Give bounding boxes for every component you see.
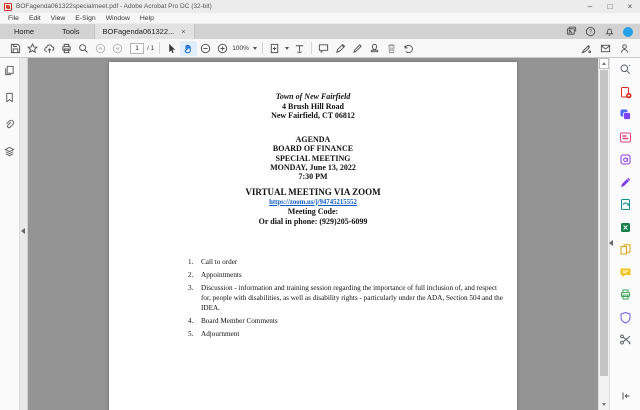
create-pdf-icon[interactable] (619, 86, 632, 99)
undo-icon[interactable] (400, 41, 417, 56)
list-item-number: 5. (188, 330, 194, 339)
document-canvas (28, 58, 598, 410)
toolbar-divider (311, 42, 312, 54)
page-number-input[interactable]: 1 (130, 43, 144, 54)
tab-close-icon[interactable]: × (181, 27, 186, 36)
minimize-button[interactable]: – (587, 2, 593, 11)
search-icon[interactable] (75, 41, 92, 56)
previous-page-icon[interactable] (92, 41, 109, 56)
toolbar-right-group (578, 41, 633, 56)
protect-shield-icon[interactable] (619, 311, 632, 324)
list-item (188, 271, 508, 281)
board-label: BOARD OF FINANCE (272, 144, 354, 154)
user-avatar[interactable] (623, 27, 633, 37)
fill-sign-icon[interactable] (349, 41, 366, 56)
collapse-right-pane-icon[interactable] (609, 240, 613, 246)
document-header (109, 92, 517, 121)
vertical-scrollbar[interactable] (598, 58, 609, 410)
page-total-label: / 1 (147, 44, 155, 52)
list-item-number: 3. (188, 284, 194, 293)
comment-icon[interactable] (315, 41, 332, 56)
help-icon[interactable] (585, 26, 596, 37)
page-fit-icon[interactable] (266, 41, 283, 56)
maximize-button[interactable]: □ (607, 2, 613, 11)
menu-file[interactable]: File (8, 14, 19, 22)
title-bar (0, 0, 640, 13)
page-fit-dropdown-chevron-icon[interactable] (285, 47, 289, 50)
left-sidebar (0, 58, 20, 410)
dial-in-line: Or dial in phone: (929)205-6099 (258, 216, 368, 226)
virtual-meeting-title: VIRTUAL MEETING VIA ZOOM (245, 187, 381, 197)
menu-edit[interactable]: Edit (28, 14, 41, 22)
window-title: BOFagenda061322specialmeet.pdf - Adobe Acrobat Pro DC (32-bit) (16, 3, 212, 10)
scroll-down-button[interactable] (599, 399, 609, 410)
address-line: 4 Brush Hill Road (281, 101, 344, 111)
list-item (188, 258, 508, 268)
print-production-icon[interactable] (619, 288, 632, 301)
search-tools-icon[interactable] (619, 63, 632, 76)
page-thumbnails-icon[interactable] (4, 65, 15, 76)
convert-pdf-icon[interactable] (619, 198, 632, 211)
zoom-meeting-link[interactable]: https://zoom.us/j/94745215552 (269, 198, 357, 206)
photos-icon[interactable] (566, 26, 577, 37)
collapse-panel-icon[interactable] (621, 391, 631, 401)
acrobat-logo-icon (4, 3, 12, 11)
zoom-dropdown-chevron-icon[interactable] (253, 47, 257, 50)
list-item-text: Appointments (201, 271, 242, 280)
scroll-up-button[interactable] (599, 58, 609, 69)
town-name: Town of New Fairfield (275, 92, 351, 101)
list-item-number: 4. (188, 317, 194, 326)
meeting-code-label: Meeting Code: (287, 207, 339, 216)
stamp-icon[interactable] (366, 41, 383, 56)
virtual-meeting-block (109, 188, 517, 226)
agenda-list (188, 258, 508, 344)
triangle-up-icon (602, 62, 606, 65)
trash-icon[interactable] (383, 41, 400, 56)
select-tool-icon[interactable] (163, 41, 180, 56)
organize-pages-icon[interactable] (619, 243, 632, 256)
close-button[interactable]: × (627, 2, 633, 11)
scrollbar-thumb[interactable] (600, 70, 608, 376)
meeting-date: MONDAY, June 13, 2022 (270, 162, 356, 172)
city-line: New Fairfield, CT 06812 (271, 111, 355, 120)
list-item-text: Adjournment (201, 330, 240, 339)
ruler-tool-icon[interactable] (291, 41, 308, 56)
main-toolbar (0, 39, 640, 58)
list-item (188, 330, 508, 340)
list-item-text: Call to order (201, 258, 238, 266)
send-email-icon[interactable] (597, 41, 614, 56)
export-excel-icon[interactable] (619, 221, 632, 234)
triangle-down-icon (602, 403, 606, 406)
pane-splitter[interactable] (20, 58, 28, 410)
print-icon[interactable] (58, 41, 75, 56)
zoom-out-icon[interactable] (197, 41, 214, 56)
tab-tools[interactable]: Tools (62, 27, 80, 36)
tab-bar (0, 24, 640, 39)
fill-sign-tool-icon[interactable] (619, 176, 632, 189)
toolbar-divider (262, 42, 263, 54)
window-controls (580, 0, 640, 13)
person-account-icon[interactable] (616, 41, 633, 56)
esign-pen-icon[interactable] (578, 41, 595, 56)
toolbar-divider (159, 42, 160, 54)
star-favorite-icon[interactable] (24, 41, 41, 56)
save-icon[interactable] (7, 41, 24, 56)
layers-icon[interactable] (4, 146, 15, 157)
hand-tool-icon[interactable] (180, 41, 197, 56)
menu-bar (0, 13, 640, 24)
zoom-in-icon[interactable] (214, 41, 231, 56)
menu-window[interactable]: Window (105, 14, 130, 22)
zoom-level-value[interactable]: 100% (232, 44, 249, 52)
collapse-left-pane-icon[interactable] (21, 228, 25, 234)
tab-home[interactable]: Home (14, 27, 35, 36)
export-pdf-icon[interactable] (619, 131, 632, 144)
combine-files-icon[interactable] (619, 108, 632, 121)
agenda-label: AGENDA (295, 135, 331, 144)
meeting-type-label: SPECIAL MEETING (275, 153, 351, 163)
svg-text:?: ? (588, 29, 593, 36)
list-item (188, 317, 508, 327)
list-item-text: Discussion - information and training session regarding the importance of full inclusion of, and respect for, people with disabilities, as well as disability rights - particularly under the ADA, Section 504 and the IDEA. (201, 284, 503, 312)
pencil-edit-icon[interactable] (332, 41, 349, 56)
attachments-paperclip-icon[interactable] (4, 119, 15, 130)
tabbar-right-group (566, 24, 640, 39)
meeting-time: 7:30 PM (298, 172, 328, 182)
list-item (188, 284, 508, 313)
tab-document[interactable] (94, 24, 195, 39)
notifications-bell-icon[interactable] (604, 26, 615, 37)
scan-ocr-icon[interactable] (619, 153, 632, 166)
compress-pdf-icon[interactable] (619, 333, 632, 346)
share-upload-cloud-icon[interactable] (41, 41, 58, 56)
list-item-number: 1. (188, 258, 194, 266)
menu-esign[interactable]: E-Sign (75, 14, 96, 22)
list-item-text: Board Member Comments (201, 317, 278, 326)
menu-view[interactable]: View (50, 14, 66, 22)
comment-tool-icon[interactable] (619, 266, 632, 279)
right-tools-panel (609, 58, 640, 410)
menu-help[interactable]: Help (139, 14, 154, 22)
tab-document-label: BOFagenda061322... (102, 27, 175, 36)
next-page-icon[interactable] (109, 41, 126, 56)
bookmarks-icon[interactable] (4, 92, 15, 103)
list-item-number: 2. (188, 271, 194, 280)
main-area (0, 58, 640, 410)
pdf-page (109, 62, 517, 410)
meeting-title-block (109, 135, 517, 181)
